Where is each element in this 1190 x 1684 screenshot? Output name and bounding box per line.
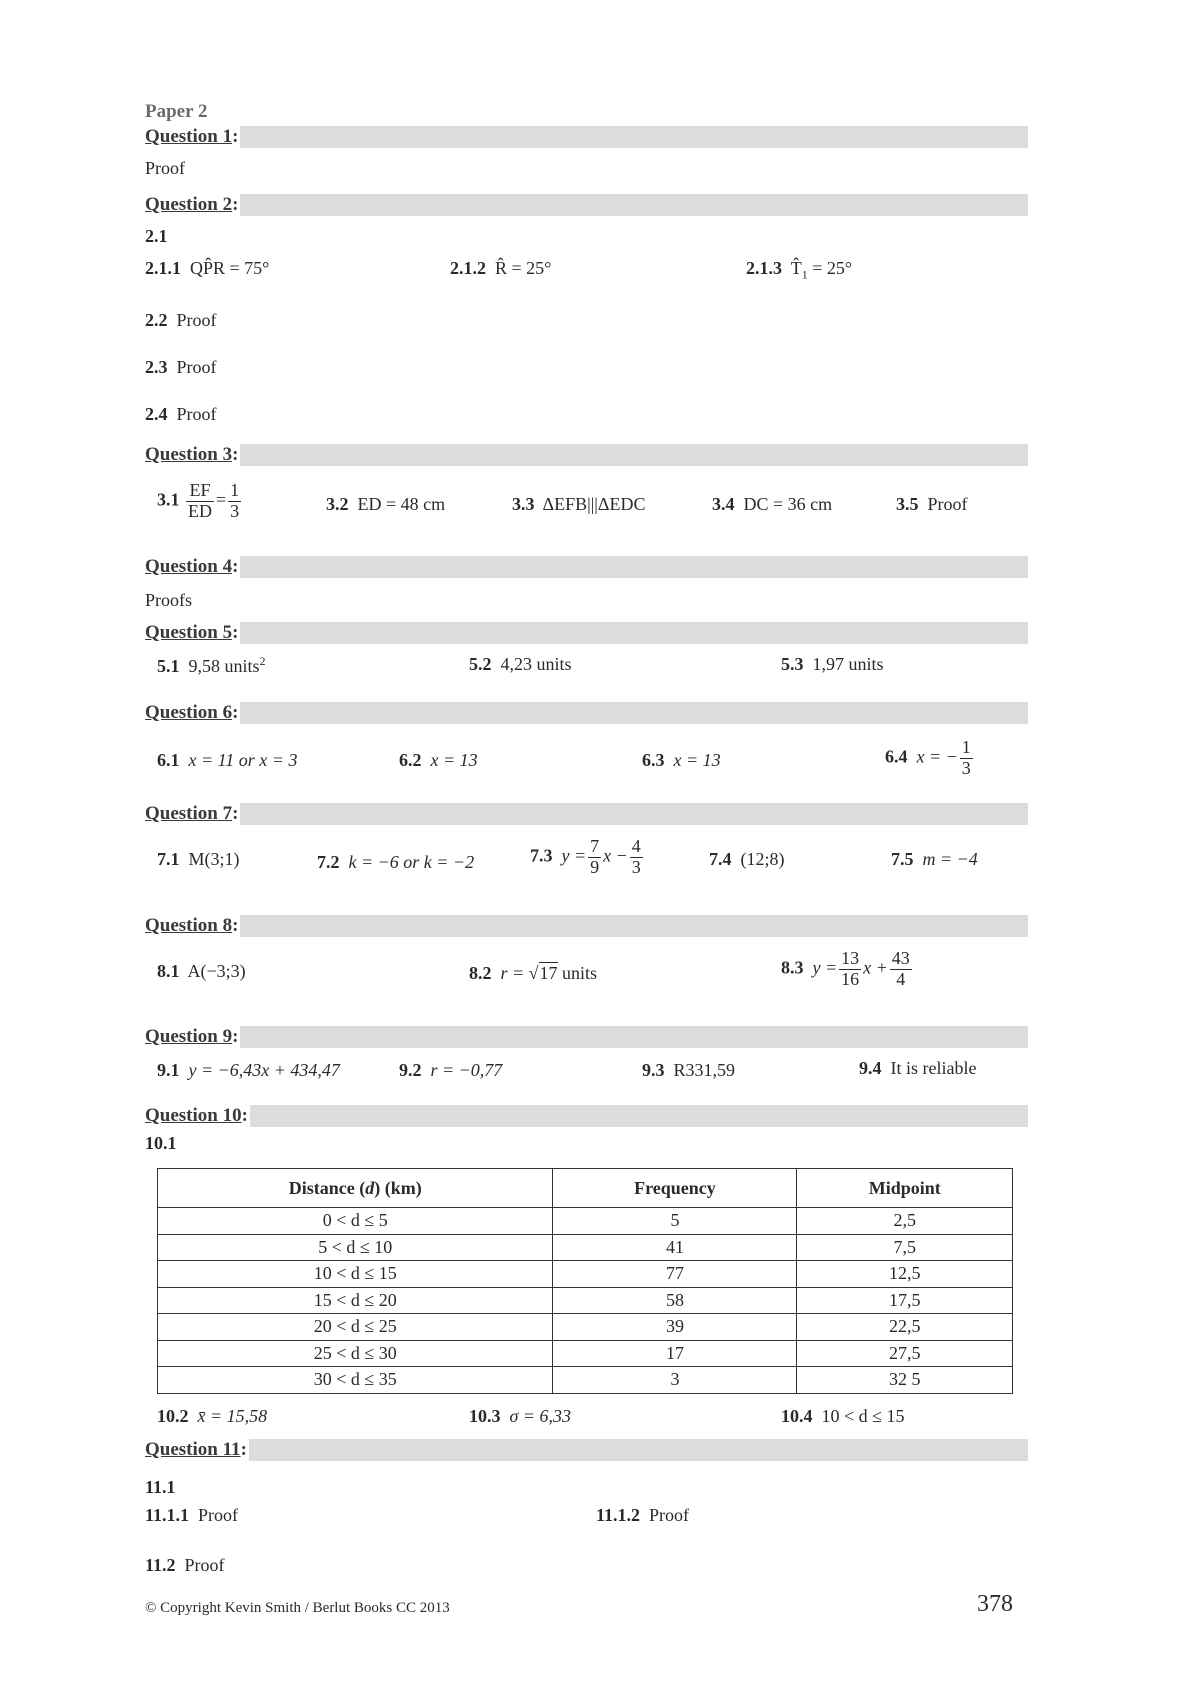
- table-cell: 7,5: [797, 1234, 1013, 1261]
- table-row: [158, 1340, 1013, 1367]
- answer-6-4: 6.4 x = − $\frac{1}{3}$: [885, 737, 971, 778]
- question-6-heading: Question 6:: [145, 702, 239, 723]
- answer-9-4: 9.4 It is reliable: [859, 1058, 977, 1078]
- q1-answer: Proof: [145, 158, 185, 178]
- table-cell: 5: [553, 1208, 797, 1235]
- question-1-heading: Question 1:: [145, 126, 239, 147]
- q11-sub-11-1: 11.1: [145, 1477, 176, 1497]
- table-row: [158, 1367, 1013, 1394]
- question-2-heading: Question 2:: [145, 194, 239, 215]
- table-cell: 15 < d ≤ 20: [158, 1287, 553, 1314]
- answer-2-4: 2.4 Proof: [145, 404, 217, 424]
- column-header-midpoint: Midpoint: [797, 1169, 1013, 1208]
- table-row: [158, 1234, 1013, 1261]
- table-cell: 30 < d ≤ 35: [158, 1367, 553, 1394]
- answer-6-1: 6.1 x = 11 or x = 3: [157, 750, 298, 770]
- answer-8-3: 8.3 y = $\frac{13}{16}$ x + $\frac{43}{4}$: [781, 948, 910, 989]
- column-header-frequency: Frequency: [553, 1169, 797, 1208]
- table-cell: 17,5: [797, 1287, 1013, 1314]
- question-4-heading: Question 4:: [145, 556, 239, 577]
- q4-answer: Proofs: [145, 590, 193, 610]
- answer-11-1-1: 11.1.1 Proof: [145, 1505, 239, 1525]
- table-cell: 17: [553, 1340, 797, 1367]
- table-cell: 0 < d ≤ 5: [158, 1208, 553, 1235]
- table-cell: 39: [553, 1314, 797, 1341]
- question-3-bar: [145, 444, 1028, 466]
- question-5-heading: Question 5:: [145, 622, 239, 643]
- table-row: [158, 1261, 1013, 1288]
- question-6-bar: [145, 702, 1028, 724]
- answer-5-2: 5.2 4,23 units: [469, 654, 572, 674]
- question-4-bar: [145, 556, 1028, 578]
- question-11-bar: [145, 1439, 1028, 1461]
- answer-10-4: 10.4 10 < d ≤ 15: [781, 1406, 905, 1426]
- answer-7-5: 7.5 m = −4: [891, 849, 978, 869]
- table-cell: 27,5: [797, 1340, 1013, 1367]
- answer-10-2: 10.2 x̄ = 15,58: [157, 1406, 268, 1426]
- question-5-bar: [145, 622, 1028, 644]
- answer-7-3: 7.3 y = $\frac{7}{9}$ x − $\frac{4}{3}$: [530, 836, 641, 877]
- table-cell: 20 < d ≤ 25: [158, 1314, 553, 1341]
- table-cell: 5 < d ≤ 10: [158, 1234, 553, 1261]
- question-9-bar: [145, 1026, 1028, 1048]
- answer-8-2: 8.2 r = √17 units: [469, 963, 598, 983]
- answer-3-1: 3.1 $\frac{EF}{ED}$ = $\frac{1}{3}$: [157, 480, 240, 521]
- table-cell: 12,5: [797, 1261, 1013, 1288]
- table-cell: 32 5: [797, 1367, 1013, 1394]
- copyright-footer: © Copyright Kevin Smith / Berlut Books CC 2013: [145, 1600, 450, 1616]
- table-cell: 25 < d ≤ 30: [158, 1340, 553, 1367]
- answer-11-2: 11.2 Proof: [145, 1555, 225, 1575]
- answer-2-3: 2.3 Proof: [145, 357, 217, 377]
- answer-2-1-1: 2.1.1 QP̂R = 75°: [145, 258, 270, 278]
- table-header-row: [158, 1169, 1013, 1208]
- table-cell: 41: [553, 1234, 797, 1261]
- answer-2-2: 2.2 Proof: [145, 310, 217, 330]
- column-header-distance: Distance (d) (km): [158, 1169, 553, 1208]
- question-10-bar: [145, 1105, 1028, 1127]
- table-cell: 77: [553, 1261, 797, 1288]
- paper-title: Paper 2: [145, 101, 208, 122]
- answer-3-5: 3.5 Proof: [896, 494, 968, 514]
- page-number: 378: [977, 1591, 1013, 1617]
- answer-6-3: 6.3 x = 13: [642, 750, 721, 770]
- question-8-heading: Question 8:: [145, 915, 239, 936]
- answer-3-4: 3.4 DC = 36 cm: [712, 494, 833, 514]
- answer-2-1-2: 2.1.2 R̂ = 25°: [450, 258, 552, 278]
- table-cell: 3: [553, 1367, 797, 1394]
- question-7-heading: Question 7:: [145, 803, 239, 824]
- answer-2-1-3: 2.1.3 $T̂_1 = 25^\circ$: [746, 258, 853, 282]
- question-7-bar: [145, 803, 1028, 825]
- answer-9-2: 9.2 r = −0,77: [399, 1060, 503, 1080]
- q10-sub-10-1: 10.1: [145, 1133, 177, 1153]
- answer-5-3: 5.3 1,97 units: [781, 654, 884, 674]
- answer-7-1: 7.1 M(3;1): [157, 849, 240, 869]
- q2-sub-2-1: 2.1: [145, 226, 168, 246]
- distance-frequency-table: [157, 1168, 1013, 1394]
- table-cell: 58: [553, 1287, 797, 1314]
- question-8-bar: [145, 915, 1028, 937]
- question-1-bar: [145, 126, 1028, 148]
- table-cell: 22,5: [797, 1314, 1013, 1341]
- answer-9-3: 9.3 R331,59: [642, 1060, 736, 1080]
- question-3-heading: Question 3:: [145, 444, 239, 465]
- answer-3-3: 3.3 ΔEFB|||ΔEDC: [512, 494, 646, 514]
- table-cell: 10 < d ≤ 15: [158, 1261, 553, 1288]
- answer-7-4: 7.4 (12;8): [709, 849, 785, 869]
- answer-6-2: 6.2 x = 13: [399, 750, 478, 770]
- table-row: [158, 1314, 1013, 1341]
- table-row: [158, 1208, 1013, 1235]
- question-11-heading: Question 11:: [145, 1439, 247, 1460]
- answer-3-2: 3.2 ED = 48 cm: [326, 494, 446, 514]
- answer-7-2: 7.2 k = −6 or k = −2: [317, 852, 475, 872]
- answer-9-1: 9.1 y = −6,43x + 434,47: [157, 1060, 340, 1080]
- table-row: [158, 1287, 1013, 1314]
- answer-8-1: 8.1 A(−3;3): [157, 961, 246, 981]
- question-9-heading: Question 9:: [145, 1026, 239, 1047]
- answer-11-1-2: 11.1.2 Proof: [596, 1505, 690, 1525]
- question-2-bar: [145, 194, 1028, 216]
- answer-5-1: 5.1 9,58 units$^2$: [157, 654, 266, 676]
- answer-10-3: 10.3 σ = 6,33: [469, 1406, 572, 1426]
- table-cell: 2,5: [797, 1208, 1013, 1235]
- question-10-heading: Question 10:: [145, 1105, 248, 1126]
